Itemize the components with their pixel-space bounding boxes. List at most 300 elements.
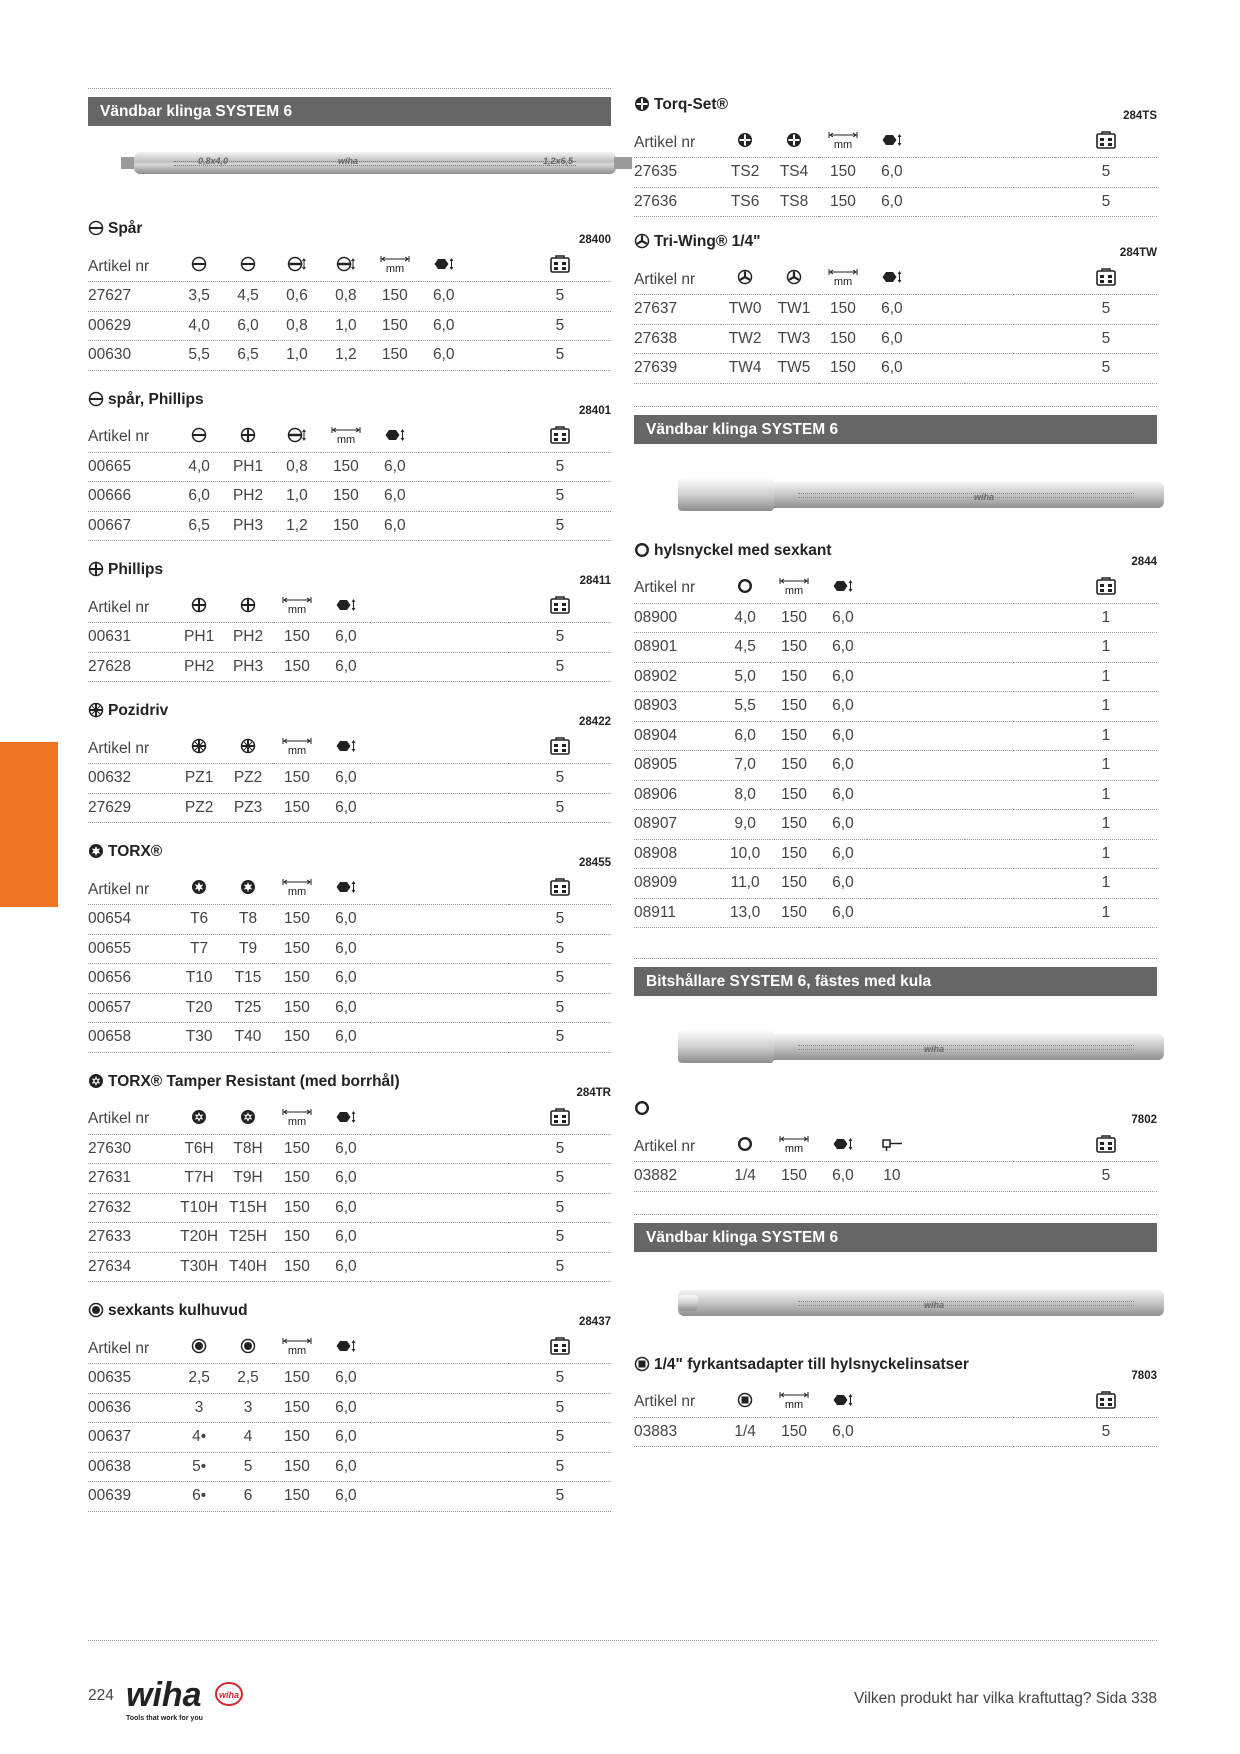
table-cell: T25 bbox=[224, 993, 273, 1023]
table-cell: PH1 bbox=[224, 452, 273, 482]
table-cell bbox=[867, 1417, 916, 1447]
table-cell bbox=[419, 764, 468, 794]
table-cell: T10H bbox=[175, 1193, 224, 1223]
table-row bbox=[634, 1162, 1157, 1192]
article-number: 00655 bbox=[88, 934, 175, 964]
table-cell: 6,0 bbox=[819, 1162, 868, 1192]
table-cell bbox=[419, 1452, 468, 1482]
square-drive-icon bbox=[737, 1392, 753, 1413]
article-number: 00658 bbox=[88, 1023, 175, 1053]
pack-quantity: 5 bbox=[509, 1482, 611, 1512]
table-row bbox=[634, 721, 1157, 751]
slot-thickness-icon bbox=[287, 427, 307, 448]
table-row bbox=[634, 633, 1157, 663]
table-row bbox=[634, 324, 1157, 354]
svg-text:mm: mm bbox=[385, 263, 404, 273]
pack-icon bbox=[550, 737, 570, 760]
table-cell: 6,0 bbox=[321, 905, 370, 935]
square-drive-icon bbox=[721, 1388, 770, 1418]
length-mm-icon bbox=[273, 1334, 322, 1364]
pack-icon bbox=[509, 875, 611, 905]
table-cell bbox=[1014, 158, 1055, 188]
article-number: 00630 bbox=[88, 341, 175, 371]
length-icon bbox=[282, 596, 312, 619]
article-table bbox=[88, 423, 611, 542]
pack-quantity: 5 bbox=[509, 623, 611, 653]
table-cell: 6,0 bbox=[867, 158, 916, 188]
pack-icon bbox=[1096, 131, 1116, 154]
table-cell bbox=[965, 324, 1014, 354]
pack-quantity: 5 bbox=[509, 341, 611, 371]
table-header-row bbox=[634, 128, 1157, 158]
table-cell bbox=[419, 1223, 468, 1253]
table-header-row bbox=[634, 1132, 1157, 1162]
table-cell bbox=[370, 1423, 419, 1453]
phillips-icon bbox=[224, 423, 273, 453]
bit-logo: wiha bbox=[924, 1044, 945, 1054]
table-cell: 6,0 bbox=[819, 898, 868, 928]
slot-thickness-icon bbox=[273, 252, 322, 282]
divider bbox=[634, 958, 1157, 959]
table-cell: TW4 bbox=[721, 354, 770, 384]
table-cell bbox=[468, 934, 509, 964]
table-cell: 11,0 bbox=[721, 869, 770, 899]
table-cell: 6,0 bbox=[321, 652, 370, 682]
table-cell: 0,6 bbox=[273, 282, 322, 312]
table-cell: 150 bbox=[770, 898, 819, 928]
pack-icon bbox=[1096, 1391, 1116, 1414]
table-cell bbox=[916, 1417, 965, 1447]
table-cell: 150 bbox=[770, 780, 819, 810]
table-cell bbox=[370, 934, 419, 964]
table-cell: 150 bbox=[770, 1162, 819, 1192]
table-cell: 6,0 bbox=[321, 764, 370, 794]
table-cell: 1,2 bbox=[321, 341, 370, 371]
svg-text:mm: mm bbox=[784, 1398, 804, 1409]
column-header-empty bbox=[468, 252, 509, 282]
table-cell: TW2 bbox=[721, 324, 770, 354]
article-number: 08901 bbox=[634, 633, 721, 663]
column-header-empty bbox=[1014, 265, 1055, 295]
table-cell bbox=[419, 1482, 468, 1512]
table-cell: 6,0 bbox=[321, 1223, 370, 1253]
column-header-empty bbox=[419, 593, 468, 623]
section-title-text: Pozidriv bbox=[108, 702, 169, 719]
table-cell: 150 bbox=[321, 511, 370, 541]
table-cell bbox=[419, 452, 468, 482]
table-row bbox=[88, 452, 611, 482]
table-cell bbox=[916, 839, 965, 869]
table-cell: 5,5 bbox=[175, 341, 224, 371]
table-cell: 6,0 bbox=[867, 187, 916, 217]
table-cell bbox=[867, 780, 916, 810]
table-cell: T7H bbox=[175, 1164, 224, 1194]
table-row bbox=[88, 1423, 611, 1453]
article-table bbox=[88, 734, 611, 823]
article-number: 00635 bbox=[88, 1364, 175, 1394]
bit-marking: 1,2x6,5 bbox=[543, 156, 574, 166]
table-header-row bbox=[88, 252, 611, 282]
pack-quantity: 5 bbox=[1055, 324, 1157, 354]
article-number: 00637 bbox=[88, 1423, 175, 1453]
length-mm-icon bbox=[321, 423, 370, 453]
left-sections bbox=[88, 212, 611, 1512]
pack-icon bbox=[550, 426, 570, 449]
pozidriv-icon bbox=[175, 734, 224, 764]
section-header bbox=[88, 1294, 611, 1334]
section-title-text: Tri-Wing® 1/4" bbox=[654, 233, 761, 250]
table-cell bbox=[1014, 869, 1055, 899]
length-icon bbox=[282, 1108, 312, 1131]
table-cell bbox=[370, 764, 419, 794]
table-cell bbox=[916, 810, 965, 840]
column-header-empty bbox=[867, 574, 916, 604]
table-cell bbox=[468, 1193, 509, 1223]
table-cell bbox=[370, 964, 419, 994]
column-header-article: Artikel nr bbox=[88, 734, 175, 764]
table-cell: PZ2 bbox=[224, 764, 273, 794]
section-header bbox=[88, 1065, 611, 1105]
article-number: 08911 bbox=[634, 898, 721, 928]
page-footer bbox=[88, 1640, 1157, 1730]
torx-icon bbox=[224, 875, 273, 905]
table-cell bbox=[916, 780, 965, 810]
table-cell: 6,5 bbox=[224, 341, 273, 371]
table-cell bbox=[916, 898, 965, 928]
table-header-row bbox=[88, 1334, 611, 1364]
article-number: 08906 bbox=[634, 780, 721, 810]
table-cell bbox=[965, 187, 1014, 217]
table-header-row bbox=[88, 1105, 611, 1135]
table-cell bbox=[1014, 662, 1055, 692]
table-cell: 150 bbox=[273, 652, 322, 682]
pack-icon bbox=[1055, 1132, 1157, 1162]
table-cell: 150 bbox=[273, 993, 322, 1023]
table-cell: 6,0 bbox=[819, 721, 868, 751]
length-mm-icon bbox=[370, 252, 419, 282]
article-number: 27627 bbox=[88, 282, 175, 312]
article-number: 00657 bbox=[88, 993, 175, 1023]
table-cell: PH3 bbox=[224, 511, 273, 541]
table-cell bbox=[1014, 839, 1055, 869]
table-cell bbox=[468, 964, 509, 994]
table-cell bbox=[867, 869, 916, 899]
table-cell: PZ2 bbox=[175, 793, 224, 823]
column-header-empty bbox=[468, 875, 509, 905]
table-cell: 150 bbox=[273, 793, 322, 823]
svg-text:mm: mm bbox=[336, 433, 356, 444]
hex-shank-icon bbox=[321, 875, 370, 905]
table-cell: 6,0 bbox=[321, 623, 370, 653]
column-header-article: Artikel nr bbox=[88, 593, 175, 623]
pack-quantity: 1 bbox=[1055, 721, 1157, 751]
column-header-article: Artikel nr bbox=[634, 574, 721, 604]
table-cell bbox=[867, 721, 916, 751]
table-cell: 6,0 bbox=[819, 839, 868, 869]
table-cell: 3,5 bbox=[175, 282, 224, 312]
column-header-empty bbox=[916, 1388, 965, 1418]
table-cell: 150 bbox=[770, 869, 819, 899]
column-header-empty bbox=[1014, 574, 1055, 604]
torx-tr-icon bbox=[224, 1105, 273, 1135]
length-icon bbox=[779, 1391, 809, 1414]
pack-quantity: 1 bbox=[1055, 898, 1157, 928]
table-cell: T15H bbox=[224, 1193, 273, 1223]
table-cell: 150 bbox=[770, 662, 819, 692]
pack-quantity: 1 bbox=[1055, 692, 1157, 722]
holder-body bbox=[678, 482, 1164, 508]
pack-icon bbox=[550, 1108, 570, 1131]
section-title-text: Phillips bbox=[108, 561, 164, 578]
section-title bbox=[88, 391, 204, 409]
pack-quantity: 1 bbox=[1055, 780, 1157, 810]
hex-shank-icon bbox=[336, 597, 356, 618]
length-mm-icon bbox=[770, 1132, 819, 1162]
column-header-empty bbox=[965, 1388, 1014, 1418]
section-bar: Vändbar klinga SYSTEM 6 bbox=[88, 97, 611, 126]
table-cell bbox=[468, 1134, 509, 1164]
hex-shank-icon bbox=[833, 578, 853, 599]
article-group-code: 7802 bbox=[1131, 1114, 1157, 1126]
slot-thickness-icon bbox=[321, 252, 370, 282]
table-row bbox=[88, 1193, 611, 1223]
table-cell bbox=[867, 810, 916, 840]
table-cell: 6,5 bbox=[175, 511, 224, 541]
article-group-code: 28400 bbox=[579, 234, 611, 246]
pack-quantity: 5 bbox=[509, 934, 611, 964]
pack-quantity: 1 bbox=[1055, 839, 1157, 869]
table-cell: 5,0 bbox=[721, 662, 770, 692]
side-tab bbox=[0, 742, 58, 907]
bit-logo: wiha bbox=[924, 1299, 945, 1310]
article-number: 27633 bbox=[88, 1223, 175, 1253]
pack-quantity: 5 bbox=[509, 1193, 611, 1223]
table-cell bbox=[419, 1364, 468, 1394]
table-cell: 6,0 bbox=[819, 1417, 868, 1447]
column-header-empty bbox=[370, 875, 419, 905]
table-cell: 5 bbox=[224, 1452, 273, 1482]
article-number: 08900 bbox=[634, 603, 721, 633]
table-cell bbox=[468, 341, 509, 371]
table-cell bbox=[468, 623, 509, 653]
divider bbox=[634, 1214, 1157, 1215]
column-header-empty bbox=[1014, 1388, 1055, 1418]
pack-icon bbox=[550, 878, 570, 901]
table-cell: 150 bbox=[273, 1223, 322, 1253]
table-cell bbox=[965, 295, 1014, 325]
table-cell: 150 bbox=[370, 311, 419, 341]
table-cell bbox=[468, 511, 509, 541]
table-cell bbox=[468, 1023, 509, 1053]
column-header-empty bbox=[468, 1334, 509, 1364]
length-icon bbox=[828, 268, 858, 291]
table-cell: 6,0 bbox=[819, 633, 868, 663]
table-cell: 6,0 bbox=[721, 721, 770, 751]
table-cell: 3 bbox=[175, 1393, 224, 1423]
table-cell bbox=[468, 1252, 509, 1282]
article-number: 08907 bbox=[634, 810, 721, 840]
table-cell bbox=[1014, 1417, 1055, 1447]
square-drive-icon bbox=[634, 1356, 652, 1374]
divider bbox=[88, 88, 611, 89]
table-row bbox=[88, 511, 611, 541]
table-cell: 6,0 bbox=[175, 482, 224, 512]
length-icon bbox=[779, 1135, 809, 1158]
article-number: 27636 bbox=[634, 187, 721, 217]
table-cell: 6,0 bbox=[819, 751, 868, 781]
pack-icon bbox=[1096, 268, 1116, 291]
table-cell: 150 bbox=[273, 1482, 322, 1512]
table-cell: 150 bbox=[819, 158, 868, 188]
article-number: 27628 bbox=[88, 652, 175, 682]
section-title bbox=[634, 542, 832, 560]
pack-quantity: 1 bbox=[1055, 751, 1157, 781]
table-cell bbox=[965, 1162, 1014, 1192]
table-cell bbox=[370, 1023, 419, 1053]
article-number: 27630 bbox=[88, 1134, 175, 1164]
section-title bbox=[88, 220, 142, 238]
table-cell bbox=[965, 354, 1014, 384]
column-header-empty bbox=[468, 423, 509, 453]
table-row bbox=[88, 1364, 611, 1394]
article-number: 00654 bbox=[88, 905, 175, 935]
table-cell: 6• bbox=[175, 1482, 224, 1512]
article-group-code: 284TW bbox=[1119, 247, 1157, 259]
socket-icon bbox=[721, 1132, 770, 1162]
column-header-empty bbox=[1014, 128, 1055, 158]
table-cell: 6,0 bbox=[819, 603, 868, 633]
column-header-empty bbox=[419, 875, 468, 905]
table-cell: 150 bbox=[273, 964, 322, 994]
article-number: 27639 bbox=[634, 354, 721, 384]
table-row bbox=[634, 1417, 1157, 1447]
pack-quantity: 5 bbox=[1055, 354, 1157, 384]
table-cell bbox=[468, 793, 509, 823]
table-cell bbox=[370, 1252, 419, 1282]
table-cell bbox=[419, 1193, 468, 1223]
table-row bbox=[88, 1252, 611, 1282]
hex-shank-icon bbox=[321, 593, 370, 623]
tri-wing-icon bbox=[737, 269, 753, 290]
hex-shank-icon bbox=[882, 269, 902, 290]
pack-quantity: 5 bbox=[509, 1252, 611, 1282]
table-cell: 150 bbox=[273, 623, 322, 653]
length-mm-icon bbox=[273, 875, 322, 905]
section-title-text: Spår bbox=[108, 220, 143, 237]
bit-logo: wiha bbox=[974, 491, 995, 502]
table-row bbox=[88, 964, 611, 994]
hex-shank-icon bbox=[336, 738, 356, 759]
table-row bbox=[88, 341, 611, 371]
article-number: 00665 bbox=[88, 452, 175, 482]
table-cell bbox=[419, 623, 468, 653]
torx-tr-icon bbox=[88, 1073, 106, 1091]
length-mm-icon bbox=[273, 734, 322, 764]
table-cell: 6,0 bbox=[321, 1393, 370, 1423]
section-socket bbox=[634, 534, 1157, 929]
table-cell: 150 bbox=[770, 692, 819, 722]
column-header-empty bbox=[419, 1105, 468, 1135]
table-cell: TS4 bbox=[770, 158, 819, 188]
table-cell: 6,0 bbox=[321, 964, 370, 994]
article-number: 00666 bbox=[88, 482, 175, 512]
table-cell bbox=[1014, 295, 1055, 325]
section-title-text: 1/4" fyrkantsadapter till hylsnyckelinsatser bbox=[654, 1355, 969, 1373]
table-cell bbox=[419, 1252, 468, 1282]
section-header bbox=[634, 225, 1157, 265]
table-cell bbox=[916, 1162, 965, 1192]
column-header-empty bbox=[867, 1388, 916, 1418]
pack-quantity: 5 bbox=[509, 282, 611, 312]
table-cell: 150 bbox=[770, 839, 819, 869]
pozidriv-icon bbox=[88, 702, 106, 720]
pack-quantity: 5 bbox=[509, 652, 611, 682]
svg-text:mm: mm bbox=[833, 139, 853, 149]
pack-icon bbox=[1096, 1135, 1116, 1158]
table-cell: T25H bbox=[224, 1223, 273, 1253]
pack-quantity: 5 bbox=[509, 793, 611, 823]
table-cell: T40 bbox=[224, 1023, 273, 1053]
section-header bbox=[634, 1348, 1157, 1388]
table-cell: 150 bbox=[370, 282, 419, 312]
product-image-bit-holder bbox=[634, 996, 1157, 1100]
slot-thickness-icon bbox=[336, 256, 356, 277]
table-cell bbox=[468, 1223, 509, 1253]
pack-quantity: 5 bbox=[1055, 158, 1157, 188]
table-row bbox=[88, 1482, 611, 1512]
section-bar: Bitshållare SYSTEM 6, fästes med kula bbox=[634, 967, 1157, 996]
table-cell bbox=[1014, 780, 1055, 810]
table-cell bbox=[370, 1393, 419, 1423]
column-header-empty bbox=[916, 265, 965, 295]
table-cell: 4,5 bbox=[224, 282, 273, 312]
table-cell: 6,0 bbox=[370, 511, 419, 541]
article-number: 27629 bbox=[88, 793, 175, 823]
table-cell: 150 bbox=[273, 1393, 322, 1423]
table-cell bbox=[468, 764, 509, 794]
table-cell bbox=[965, 898, 1014, 928]
hex-shank-icon bbox=[434, 256, 454, 277]
section-title bbox=[634, 1100, 654, 1118]
pack-icon bbox=[1055, 265, 1157, 295]
table-cell: 150 bbox=[819, 354, 868, 384]
table-cell: 6,0 bbox=[224, 311, 273, 341]
table-cell bbox=[916, 721, 965, 751]
table-cell: 6,0 bbox=[321, 1364, 370, 1394]
article-number: 27631 bbox=[88, 1164, 175, 1194]
pack-icon bbox=[509, 1334, 611, 1364]
section-header bbox=[634, 1092, 1157, 1132]
table-cell: 3 bbox=[224, 1393, 273, 1423]
hex-shank-icon bbox=[321, 1105, 370, 1135]
pack-icon bbox=[509, 734, 611, 764]
article-table bbox=[634, 265, 1157, 384]
pack-quantity: 1 bbox=[1055, 810, 1157, 840]
table-cell bbox=[468, 282, 509, 312]
table-cell: 1/4 bbox=[721, 1162, 770, 1192]
pack-quantity: 5 bbox=[509, 1023, 611, 1053]
hex-shank-icon bbox=[336, 1109, 356, 1130]
length-icon bbox=[331, 426, 361, 449]
table-row bbox=[88, 1164, 611, 1194]
table-cell: 150 bbox=[273, 934, 322, 964]
divider bbox=[634, 406, 1157, 407]
column-header-empty bbox=[965, 265, 1014, 295]
table-cell bbox=[1014, 898, 1055, 928]
phillips-icon bbox=[88, 561, 106, 579]
article-table bbox=[88, 875, 611, 1053]
pack-icon bbox=[1055, 1388, 1157, 1418]
